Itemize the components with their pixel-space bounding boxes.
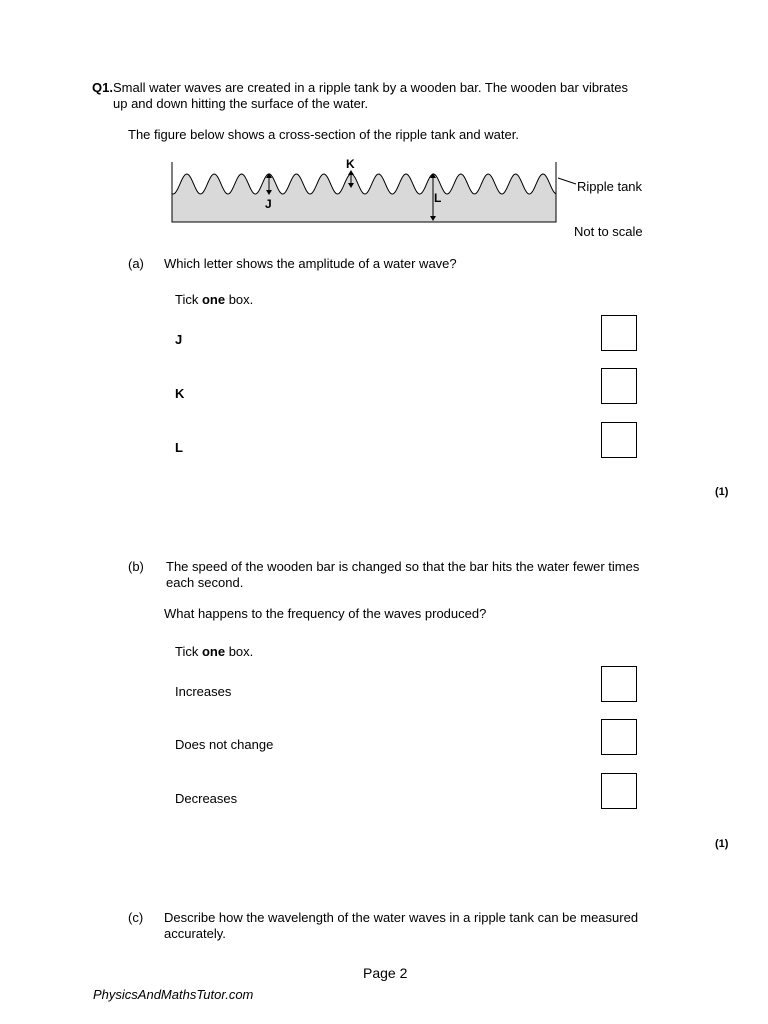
tick-box-j[interactable] bbox=[601, 315, 637, 351]
part-c-line1: Describe how the wavelength of the water waves in a ripple tank can be measured bbox=[164, 910, 639, 925]
ripple-tank-label: Ripple tank bbox=[577, 179, 643, 194]
tick-box-k[interactable] bbox=[601, 368, 637, 404]
label-l: L bbox=[434, 191, 442, 205]
part-b-question: What happens to the frequency of the waves produced? bbox=[164, 606, 487, 621]
part-b-letter: (b) bbox=[128, 559, 144, 574]
question-intro-line1: Small water waves are created in a ripple tank by a wooden bar. The wooden bar vibrates bbox=[112, 80, 628, 95]
part-b-instruction: Tick one box. bbox=[175, 644, 254, 659]
tick-box-l[interactable] bbox=[601, 422, 637, 458]
part-a-question: Which letter shows the amplitude of a water wave? bbox=[164, 256, 457, 271]
part-a-instruction: Tick one box. bbox=[175, 292, 254, 307]
option-k: K bbox=[175, 386, 185, 401]
part-c-line2: accurately. bbox=[164, 926, 226, 941]
label-k: K bbox=[346, 157, 355, 171]
page-number: Page 2 bbox=[363, 965, 408, 981]
tick-box-increases[interactable] bbox=[601, 666, 637, 702]
question-intro bbox=[92, 80, 712, 96]
label-j: J bbox=[265, 197, 272, 211]
water-surface-wave bbox=[172, 174, 556, 194]
ripple-tank-figure bbox=[160, 150, 680, 245]
part-a-letter: (a) bbox=[128, 256, 144, 271]
figure-caption: The figure below shows a cross-section of the ripple tank and water. bbox=[128, 127, 519, 142]
part-b-line1: The speed of the wooden bar is changed so that the bar hits the water fewer times bbox=[166, 559, 640, 574]
part-c-letter: (c) bbox=[128, 910, 144, 925]
water-body bbox=[172, 174, 556, 222]
option-increases: Increases bbox=[175, 684, 232, 699]
question-intro-line2: up and down hitting the surface of the water. bbox=[113, 96, 369, 111]
site-footer: PhysicsAndMathsTutor.com bbox=[93, 987, 254, 1002]
tank-label-leader bbox=[558, 178, 576, 184]
tick-box-decreases[interactable] bbox=[601, 773, 637, 809]
option-l: L bbox=[175, 440, 183, 455]
option-decreases: Decreases bbox=[175, 791, 238, 806]
part-a-marks: (1) bbox=[715, 486, 729, 498]
question-number: Q1. bbox=[92, 80, 113, 95]
option-j: J bbox=[175, 332, 183, 347]
part-b-line2: each second. bbox=[166, 575, 244, 590]
option-does-not-change: Does not change bbox=[175, 737, 274, 752]
part-b-marks: (1) bbox=[715, 838, 729, 850]
tick-box-does-not-change[interactable] bbox=[601, 719, 637, 755]
not-to-scale-label: Not to scale bbox=[574, 224, 643, 239]
